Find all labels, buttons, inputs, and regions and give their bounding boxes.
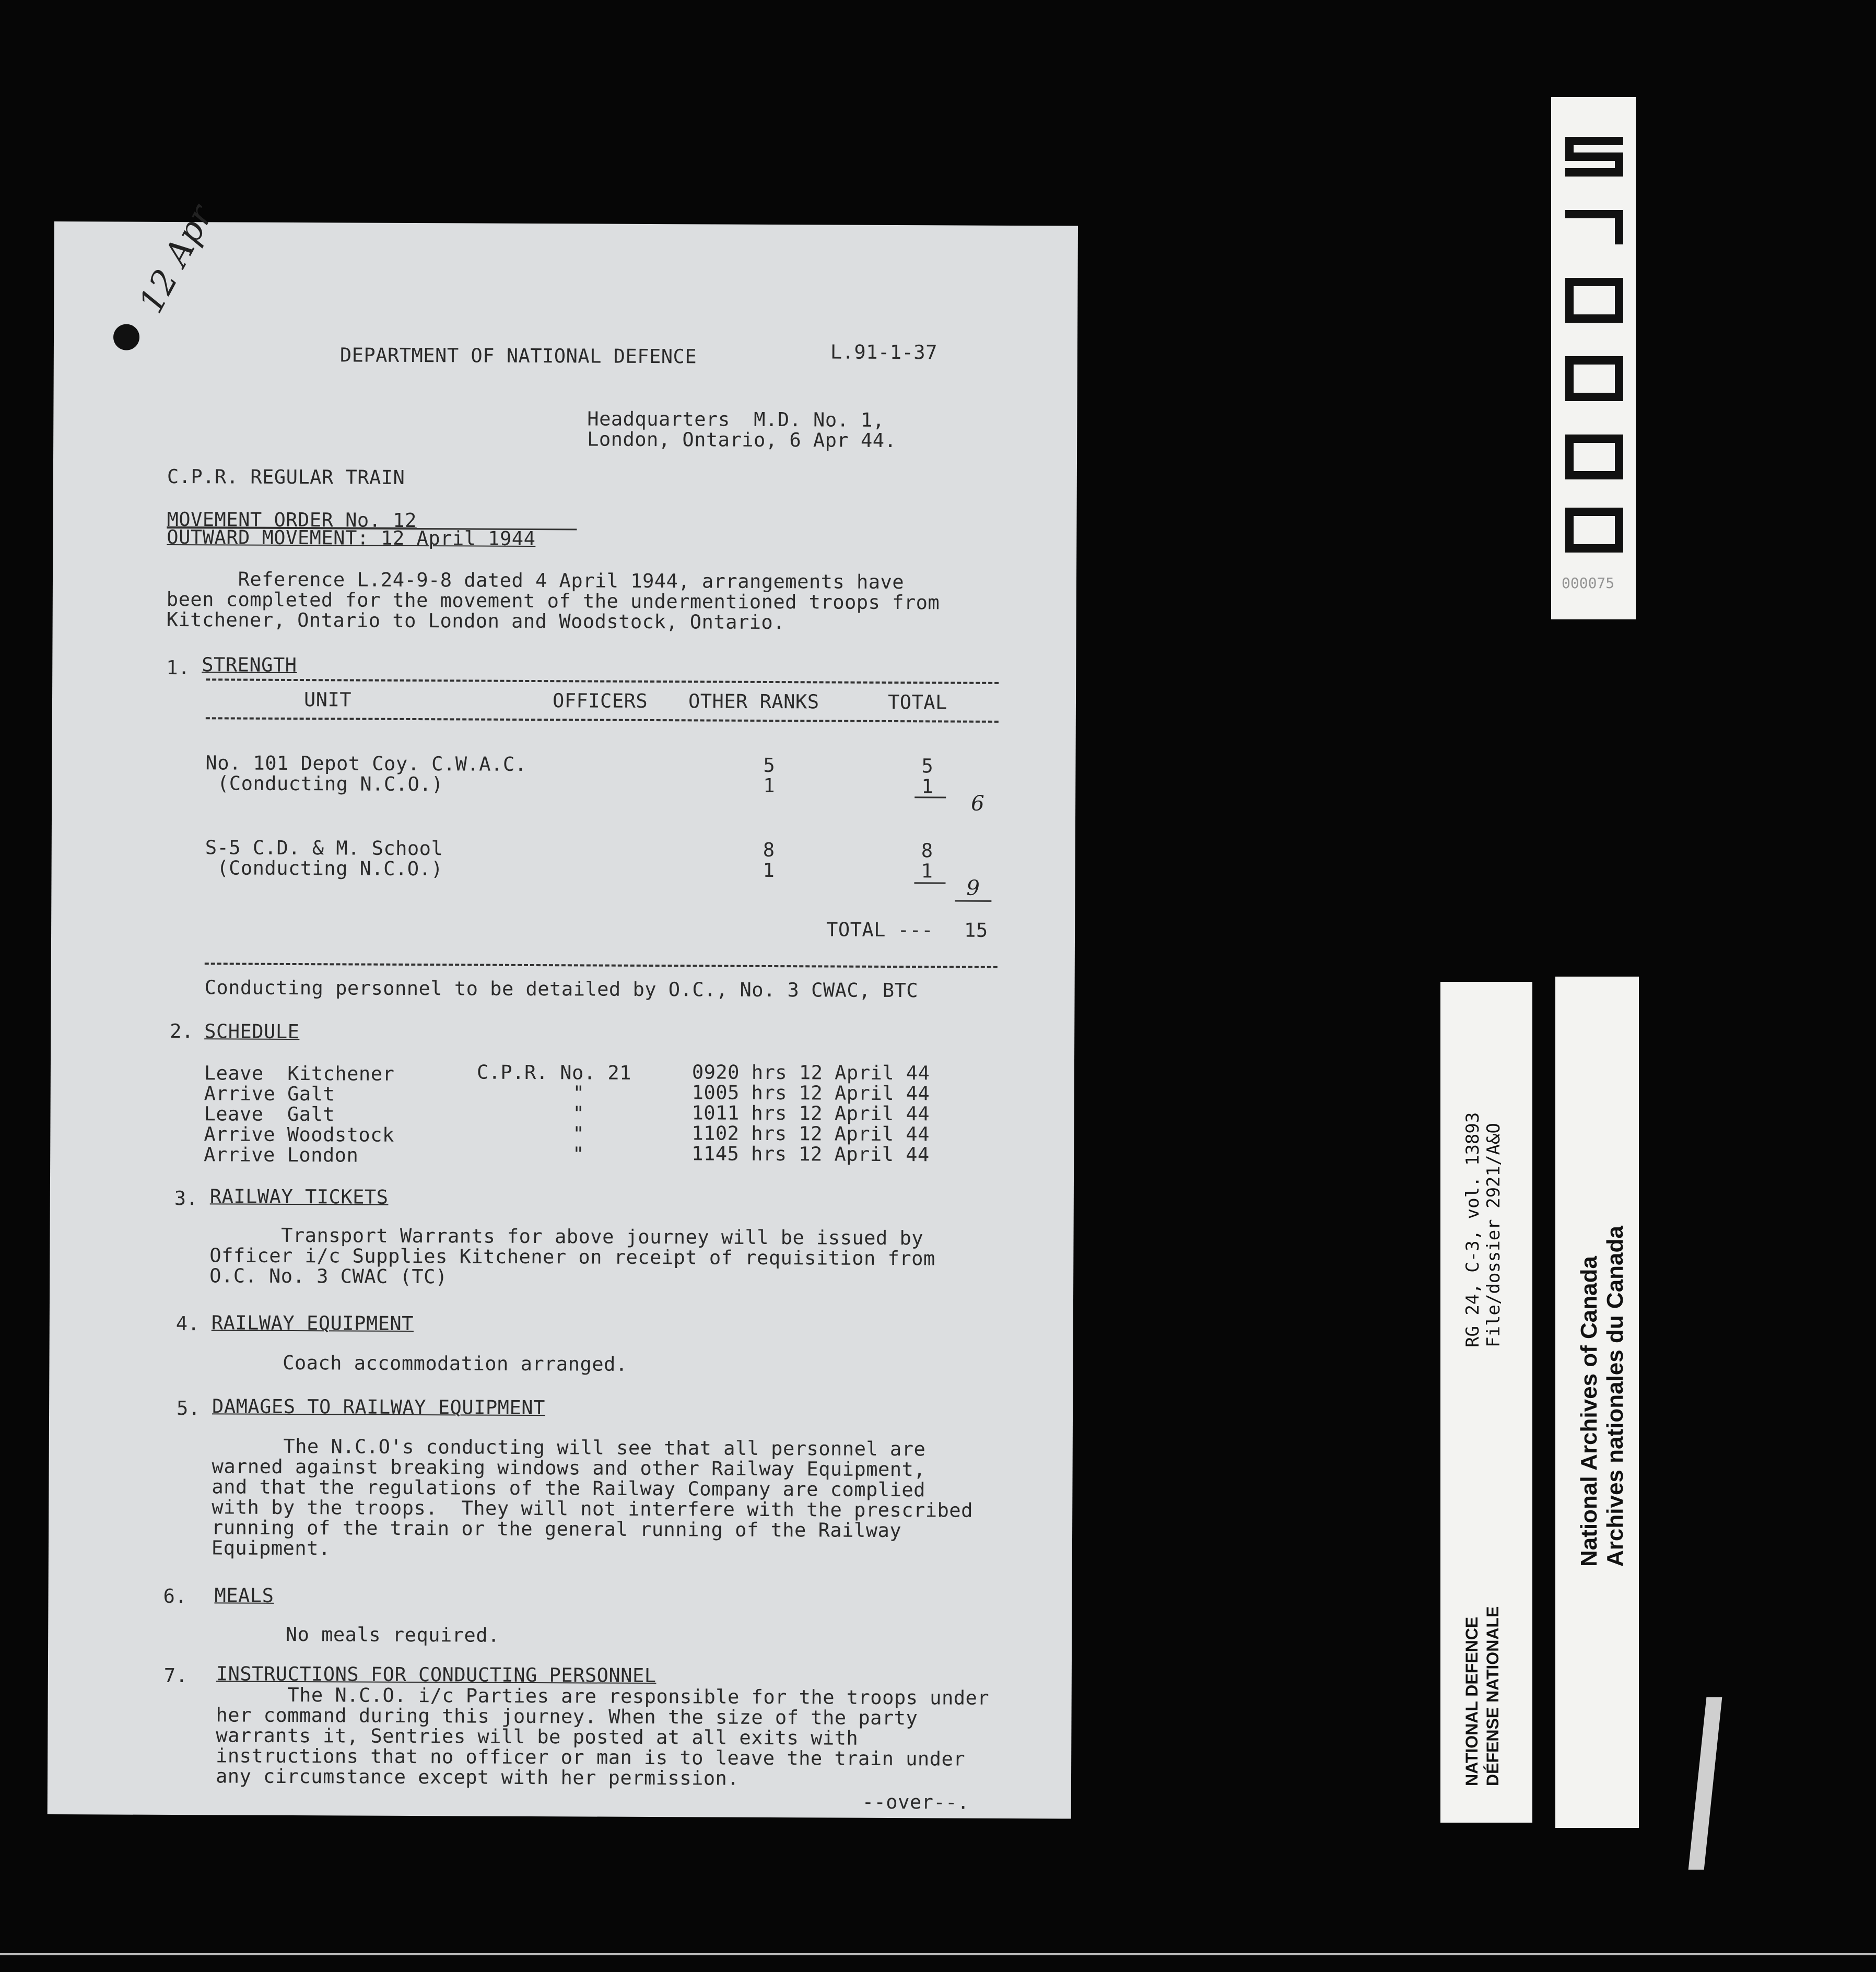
movement-order-line: MOVEMENT ORDER No. 12 — [167, 508, 417, 532]
table-rule-bottom — [205, 962, 998, 968]
table-row-unit: No. 101 Depot Coy. C.W.A.C. — [205, 752, 527, 776]
section-4-line: Coach accommodation arranged. — [211, 1351, 628, 1376]
schedule-event: Arrive Woodstock — [204, 1123, 394, 1146]
section-7-line: The N.C.O. i/c Parties are responsible for the troops under — [216, 1683, 990, 1709]
table-row-total: 5 — [921, 755, 934, 778]
section-3-line: Officer i/c Supplies Kitchener on receipt of requisition from — [209, 1244, 935, 1270]
table-rule-top — [206, 678, 999, 684]
table-row-unit: S-5 C.D. & M. School — [205, 836, 443, 860]
section-number-2: 2. — [170, 1019, 194, 1043]
schedule-train: C.P.R. No. 21 — [476, 1061, 632, 1084]
section-heading-damages: DAMAGES TO RAILWAY EQUIPMENT — [212, 1395, 545, 1419]
table-rule-header — [206, 717, 999, 723]
schedule-event: Leave Kitchener — [204, 1062, 395, 1085]
section-heading-railway-equipment: RAILWAY EQUIPMENT — [211, 1311, 414, 1335]
schedule-time: 1011 hrs 12 April 44 — [691, 1101, 930, 1125]
table-row-total: 8 — [921, 839, 933, 862]
section-number-1: 1. — [166, 656, 190, 679]
section-number-3: 3. — [174, 1187, 198, 1210]
department-heading: DEPARTMENT OF NATIONAL DEFENCE — [339, 344, 697, 368]
section-5-line: The N.C.O's conducting will see that all personnel are — [212, 1435, 926, 1461]
section-5-line: with by the troops. They will not interfere with the prescribed — [212, 1496, 973, 1522]
strength-heading: STRENGTH — [202, 653, 297, 677]
subtotal-1: 6 — [971, 791, 985, 816]
section-3-line: O.C. No. 3 CWAC (TC) — [209, 1264, 448, 1288]
schedule-heading: SCHEDULE — [204, 1020, 300, 1043]
section-5-line: running of the train or the general running of the Railway — [211, 1516, 902, 1542]
table-row-total: 1 — [921, 860, 933, 883]
table-row-unit: (Conducting N.C.O.) — [205, 856, 443, 881]
section-5-line: Equipment. — [211, 1536, 331, 1560]
conducting-note: Conducting personnel to be detailed by O.C., No. 3 CWAC, BTC — [204, 976, 919, 1002]
section-7-line: instructions that no officer or man is to leave the train under — [216, 1744, 966, 1770]
hq-line-2: London, Ontario, 6 Apr 44. — [587, 428, 897, 452]
table-row-other-ranks: 8 — [763, 838, 775, 862]
archives-name-french: Archives nationales du Canada — [1602, 1226, 1628, 1567]
punch-hole-dot — [113, 324, 139, 350]
section-heading-railway-tickets: RAILWAY TICKETS — [209, 1185, 389, 1208]
schedule-event: Leave Galt — [204, 1102, 335, 1126]
dept-line-2: DÉFENSE NATIONALE — [1483, 1606, 1502, 1786]
section-heading-meals: MEALS — [214, 1584, 274, 1607]
section-heading-instructions: INSTRUCTIONS FOR CONDUCTING PERSONNEL — [216, 1662, 656, 1687]
section-6-line: No meals required. — [214, 1623, 500, 1647]
over-marker: --over--. — [862, 1790, 969, 1814]
archives-name-english: National Archives of Canada — [1576, 1256, 1602, 1567]
dept-line-1: NATIONAL DEFENCE — [1462, 1616, 1481, 1786]
section-number-4: 4. — [175, 1312, 200, 1335]
intro-line-3: Kitchener, Ontario to London and Woodstock, Ontario. — [166, 608, 785, 634]
section-number-5: 5. — [176, 1397, 201, 1420]
bottom-scan-line — [0, 1953, 1876, 1955]
table-row-other-ranks: 1 — [763, 859, 775, 882]
col-officers: OFFICERS — [552, 689, 648, 712]
section-7-line: warrants it, Sentries will be posted at all exits with — [216, 1724, 859, 1750]
schedule-train: " — [572, 1122, 585, 1145]
total-value: 15 — [964, 919, 988, 942]
section-3-line: Transport Warrants for above journey will be issued by — [209, 1224, 924, 1250]
intro-line-1: Reference L.24-9-8 dated 4 April 1944, arrangements have — [166, 567, 905, 594]
frame-number-text: 000075 — [1562, 574, 1615, 592]
intro-line-2: been completed for the movement of the undermentioned troops from — [166, 588, 940, 614]
subtotal-underline-1 — [914, 796, 946, 798]
digit-0 — [1569, 360, 1619, 397]
document-page — [48, 198, 1078, 1819]
reference-line-1: RG 24, C-3, vol. 13893 — [1462, 1112, 1483, 1347]
subtotal-2: 9 — [966, 876, 980, 900]
schedule-time: 1102 hrs 12 April 44 — [691, 1122, 930, 1146]
col-total: TOTAL — [887, 690, 947, 714]
section-5-line: and that the regulations of the Railway Company are complied — [212, 1475, 926, 1501]
digit-0 — [1569, 439, 1619, 475]
digit-0 — [1569, 282, 1619, 319]
schedule-train: " — [572, 1102, 585, 1125]
section-number-7: 7. — [163, 1664, 188, 1687]
schedule-time: 0920 hrs 12 April 44 — [691, 1061, 930, 1085]
total-label: TOTAL --- — [826, 918, 934, 942]
digit-0 — [1569, 512, 1619, 548]
subtotal-underline-3 — [955, 900, 991, 902]
section-number-6: 6. — [163, 1584, 187, 1608]
section-7-line: any circumstance except with her permission. — [215, 1765, 740, 1790]
section-7-line: her command during this journey. When the size of the party — [216, 1704, 918, 1730]
handwritten-date: 12 Apr — [132, 198, 221, 320]
schedule-event: Arrive London — [204, 1143, 359, 1167]
frame-number-digits — [1559, 136, 1629, 554]
section-5-line: warned against breaking windows and other Railway Equipment, — [212, 1455, 926, 1481]
schedule-time: 1145 hrs 12 April 44 — [691, 1142, 930, 1166]
digit-7 — [1569, 214, 1619, 240]
schedule-train: " — [572, 1143, 585, 1166]
subtotal-underline-2 — [914, 882, 945, 884]
file-number: L.91-1-37 — [830, 341, 937, 364]
hq-line-1: Headquarters M.D. No. 1, — [587, 407, 885, 431]
table-row-unit: (Conducting N.C.O.) — [205, 772, 443, 796]
table-row-total: 1 — [921, 775, 934, 798]
col-unit: UNIT — [303, 688, 352, 711]
col-other-ranks: OTHER RANKS — [688, 690, 819, 713]
train-line: C.P.R. REGULAR TRAIN — [167, 465, 405, 489]
schedule-event: Arrive Galt — [204, 1082, 335, 1106]
reference-line-2: File/dossier 2921/A&O — [1483, 1123, 1504, 1347]
schedule-train: " — [572, 1082, 585, 1105]
digit-5 — [1569, 141, 1619, 172]
schedule-time: 1005 hrs 12 April 44 — [691, 1081, 930, 1105]
table-row-other-ranks: 5 — [763, 754, 776, 777]
table-row-other-ranks: 1 — [763, 774, 776, 797]
outward-movement-line: OUTWARD MOVEMENT: 12 April 1944 — [167, 525, 536, 550]
paper-edge-fragment — [1689, 1697, 1722, 1870]
